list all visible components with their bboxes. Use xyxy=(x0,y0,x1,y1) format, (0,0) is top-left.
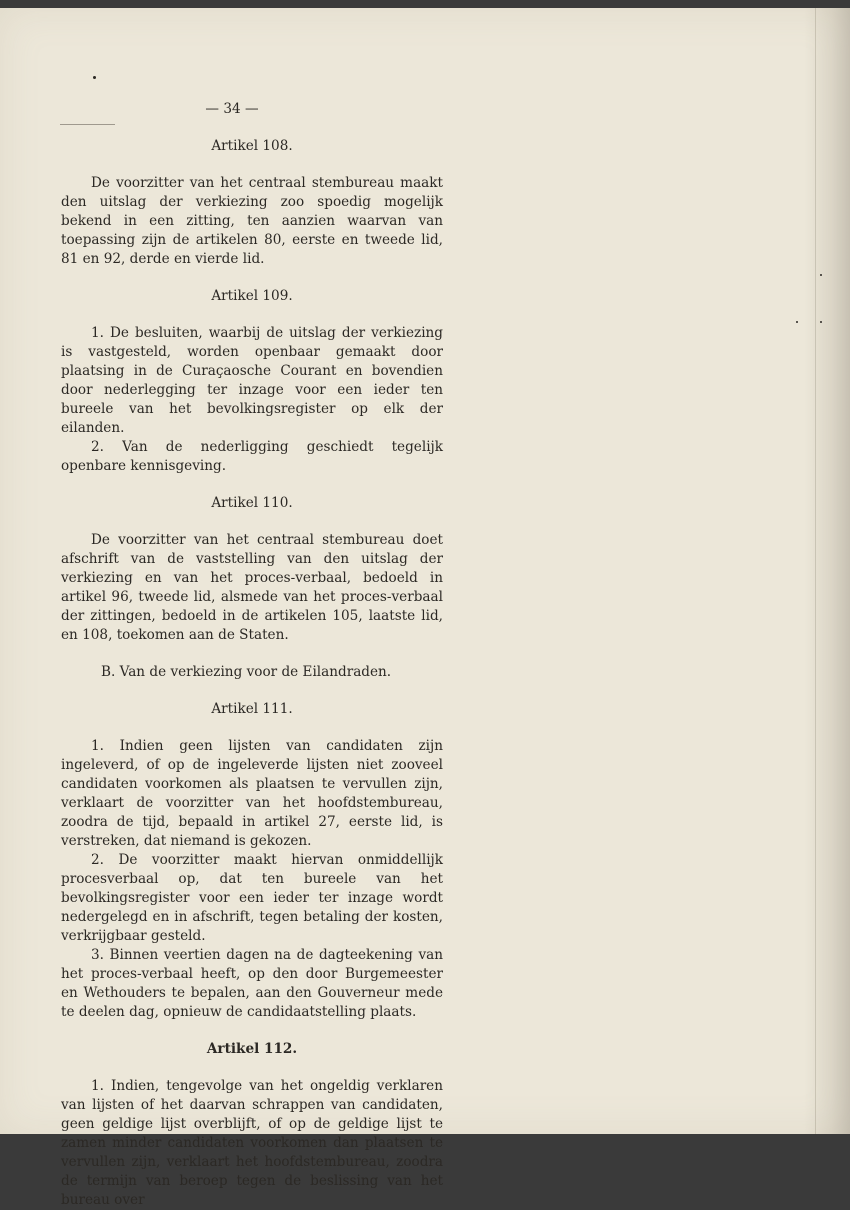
article-heading: Artikel 112. xyxy=(206,1041,298,1057)
ink-speck xyxy=(93,76,96,79)
article-paragraph: 3. Binnen veertien dagen na de dagteekening van het proces-verbaal heeft, op den door Burgemeester en Wethouders te bepalen, aan den Gouverneur mede te deelen dag, opnieuw de candidaatstelling plaats. xyxy=(61,947,443,1020)
article-paragraph: 1. Indien, tengevolge van het ongeldig verklaren van lijsten of het daarvan schrappen van candidaten, geen geldige lijst overblijft, of op de geldige lijst te zamen minder candidaten voorkomen dan plaatsen te vervullen zijn, verklaart het hoofdstembureau, zoodra de termijn van beroep tegen de beslissing van het bureau over xyxy=(61,1078,443,1208)
article-paragraph: 2. De voorzitter maakt hiervan onmiddellijk procesverbaal op, dat ten bureele van het bevolkingsregister voor een ieder ter inzage wordt nedergelegd en in afschrift, tegen betaling der kosten, verkrijgbaar gesteld. xyxy=(61,852,443,944)
ink-speck xyxy=(820,321,822,323)
document-text xyxy=(61,100,443,1210)
ink-speck xyxy=(796,321,798,323)
article-heading: Artikel 111. xyxy=(211,701,293,717)
article-paragraph: De voorzitter van het centraal stembureau maakt den uitslag der verkiezing zoo spoedig mogelijk bekend in een zitting, ten aanzien waarvan van toepassing zijn de artikelen 80, eerste en tweede lid, 81 en 92, derde en vierde lid. xyxy=(61,175,443,267)
article-heading: Artikel 108. xyxy=(211,138,293,154)
article-paragraph: 1. De besluiten, waarbij de uitslag der verkiezing is vastgesteld, worden openbaar gemaakt door plaatsing in de Curaçaosche Courant en bovendien door nederlegging ter inzage voor een ieder ten bureele van het bevolkingsregister op elk der eilanden. xyxy=(61,325,443,436)
ink-speck xyxy=(820,274,822,276)
article-paragraph: 2. Van de nederligging geschiedt tegelijk openbare kennisgeving. xyxy=(61,439,443,474)
page-edge-line xyxy=(815,8,816,1134)
article-heading: Artikel 110. xyxy=(211,495,293,511)
article-heading: Artikel 109. xyxy=(211,288,293,304)
article-paragraph: De voorzitter van het centraal stembureau doet afschrift van de vaststelling van den uitslag der verkiezing en van het proces-verbaal, bedoeld in artikel 96, tweede lid, alsmede van het proces-verbaal der zittingen, bedoeld in de artikelen 105, laatste lid, en 108, toekomen aan de Staten. xyxy=(61,532,443,643)
section-heading: B. Van de verkiezing voor de Eilandraden. xyxy=(101,664,392,680)
article-paragraph: 1. Indien geen lijsten van candidaten zijn ingeleverd, of op de ingeleverde lijsten niet zooveel candidaten voorkomen als plaatsen te vervullen zijn, verklaart de voorzitter van het hoofdstembureau, zoodra de tijd, bepaald in artikel 27, eerste lid, is verstreken, dat niemand is gekozen. xyxy=(61,738,443,849)
page-edge-shadow xyxy=(804,8,850,1134)
page-number: — 34 — xyxy=(205,101,259,117)
